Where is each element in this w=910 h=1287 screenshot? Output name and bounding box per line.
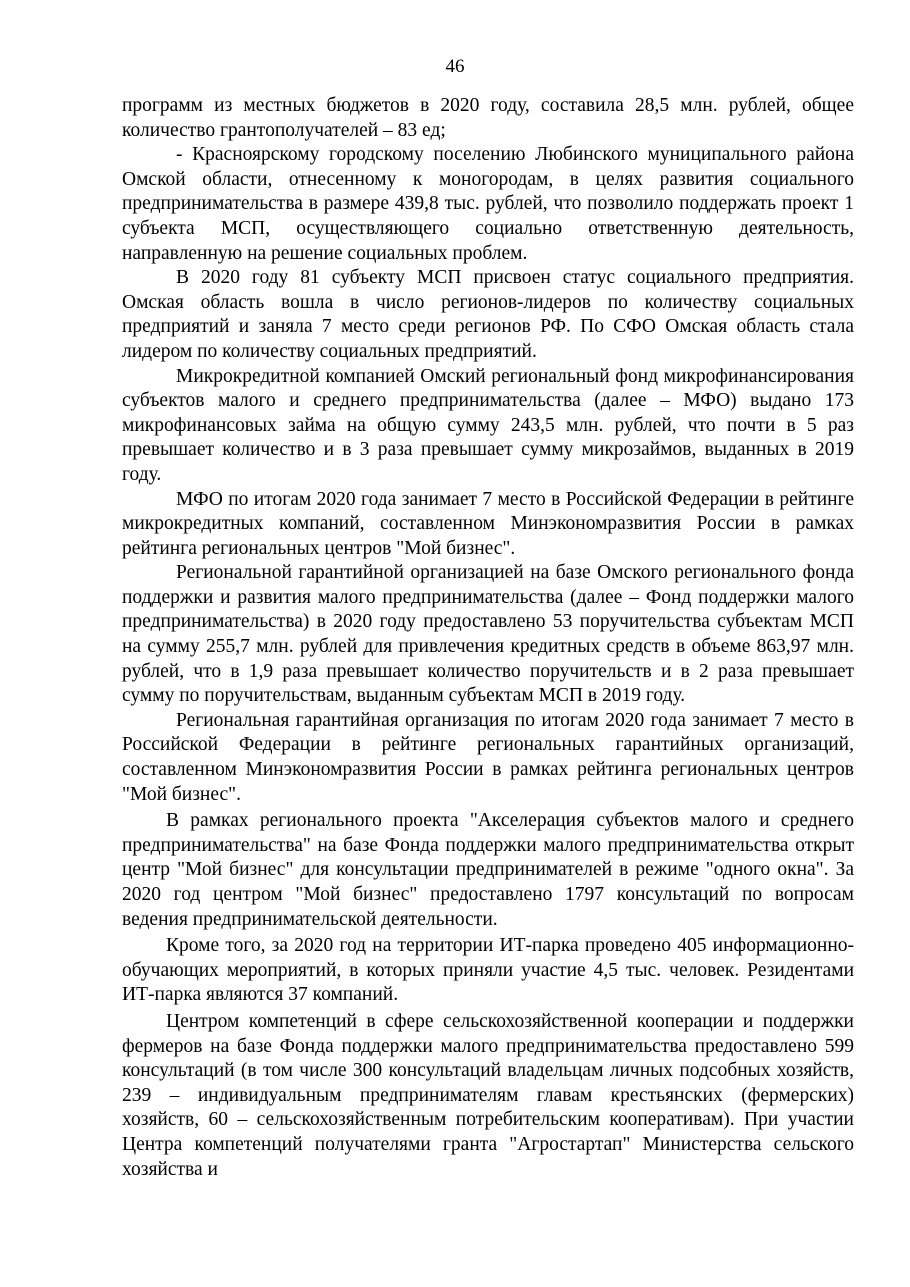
document-body <box>122 94 854 1182</box>
paragraph-krasnoyarsk-settlement: - Красноярскому городскому поселению Любинского муниципального района Омской области, отнесенному к моногородам, в целях развития социального предпринимательства в размере 439,8 тыс. рублей, что позволило поддержать проект 1 субъекта МСП, осуществляющего социально ответственную деятельность, направленную на решение социальных проблем. <box>122 144 854 264</box>
paragraph-continuation: программ из местных бюджетов в 2020 году, составила 28,5 млн. рублей, общее количество грантополучателей – 83 ед; <box>122 95 854 141</box>
paragraph-mfo-rating: МФО по итогам 2020 года занимает 7 место в Российской Федерации в рейтинге микрокредитных компаний, составленном Минэкономразвития России в рамках рейтинга региональных центров "Мой бизнес". <box>122 488 854 559</box>
paragraph-guarantee-organization: Региональной гарантийной организацией на базе Омского регионального фонда поддержки и развития малого предпринимательства (далее – Фонд поддержки малого предпринимательства) в 2020 году предоставлено 53 поручительства субъектам МСП на сумму 255,7 млн. рублей для привлечения кредитных средств в объеме 863,97 млн. рублей, что в 1,9 раза превышает количество поручительств и в 2 раза превышает сумму по поручительствам, выданным субъектам МСП в 2019 году. <box>122 562 854 707</box>
paragraph-guarantee-rating: Региональная гарантийная организация по итогам 2020 года занимает 7 место в Российской Федерации в рейтинге региональных гарантийных организаций, составленном Минэкономразвития России в рамках рейтинга региональных центров "Мой бизнес". <box>122 709 854 805</box>
paragraph-moy-biznes: В рамках регионального проекта "Акселерация субъектов малого и среднего предпринимательства" на базе Фонда поддержки малого предпринимательства открыт центр "Мой бизнес" для консультации предпринимателей в режиме "одного окна". За 2020 год центром "Мой бизнес" предоставлено 1797 консультаций по вопросам ведения предпринимательской деятельности. <box>122 810 854 930</box>
paragraph-microfinance: Микрокредитной компанией Омский региональный фонд микрофинансирования субъектов малого и среднего предпринимательства (далее – МФО) выдано 173 микрофинансовых займа на общую сумму 243,5 млн. рублей, что почти в 5 раз превышает количество и в 3 раза превышает сумму микрозаймов, выданных в 2019 году. <box>122 365 854 485</box>
paragraph-social-enterprises: В 2020 году 81 субъекту МСП присвоен статус социального предприятия. Омская область вошла в число регионов-лидеров по количеству социальных предприятий и заняла 7 место среди регионов РФ. По СФО Омская область стала лидером по количеству социальных предприятий. <box>122 267 854 362</box>
page-number: 46 <box>445 56 465 77</box>
paragraph-competence-center: Центром компетенций в сфере сельскохозяйственной кооперации и поддержки фермеров на базе Фонда поддержки малого предпринимательства предоставлено 599 консультаций (в том числе 300 консультаций владельцам личных подсобных хозяйств, 239 – индивидуальным предпринимателям главам крестьянских (фермерских) хозяйств, 60 – сельскохозяйственным потребительским кооперативам). При участии Центра компетенций получателями гранта "Агростартап" Министерства сельского хозяйства и <box>122 1010 854 1180</box>
paragraph-it-park: Кроме того, за 2020 год на территории ИТ-парка проведено 405 информационно-обучающих мероприятий, в которых приняли участие 4,5 тыс. человек. Резидентами ИТ-парка являются 37 компаний. <box>122 935 854 1006</box>
